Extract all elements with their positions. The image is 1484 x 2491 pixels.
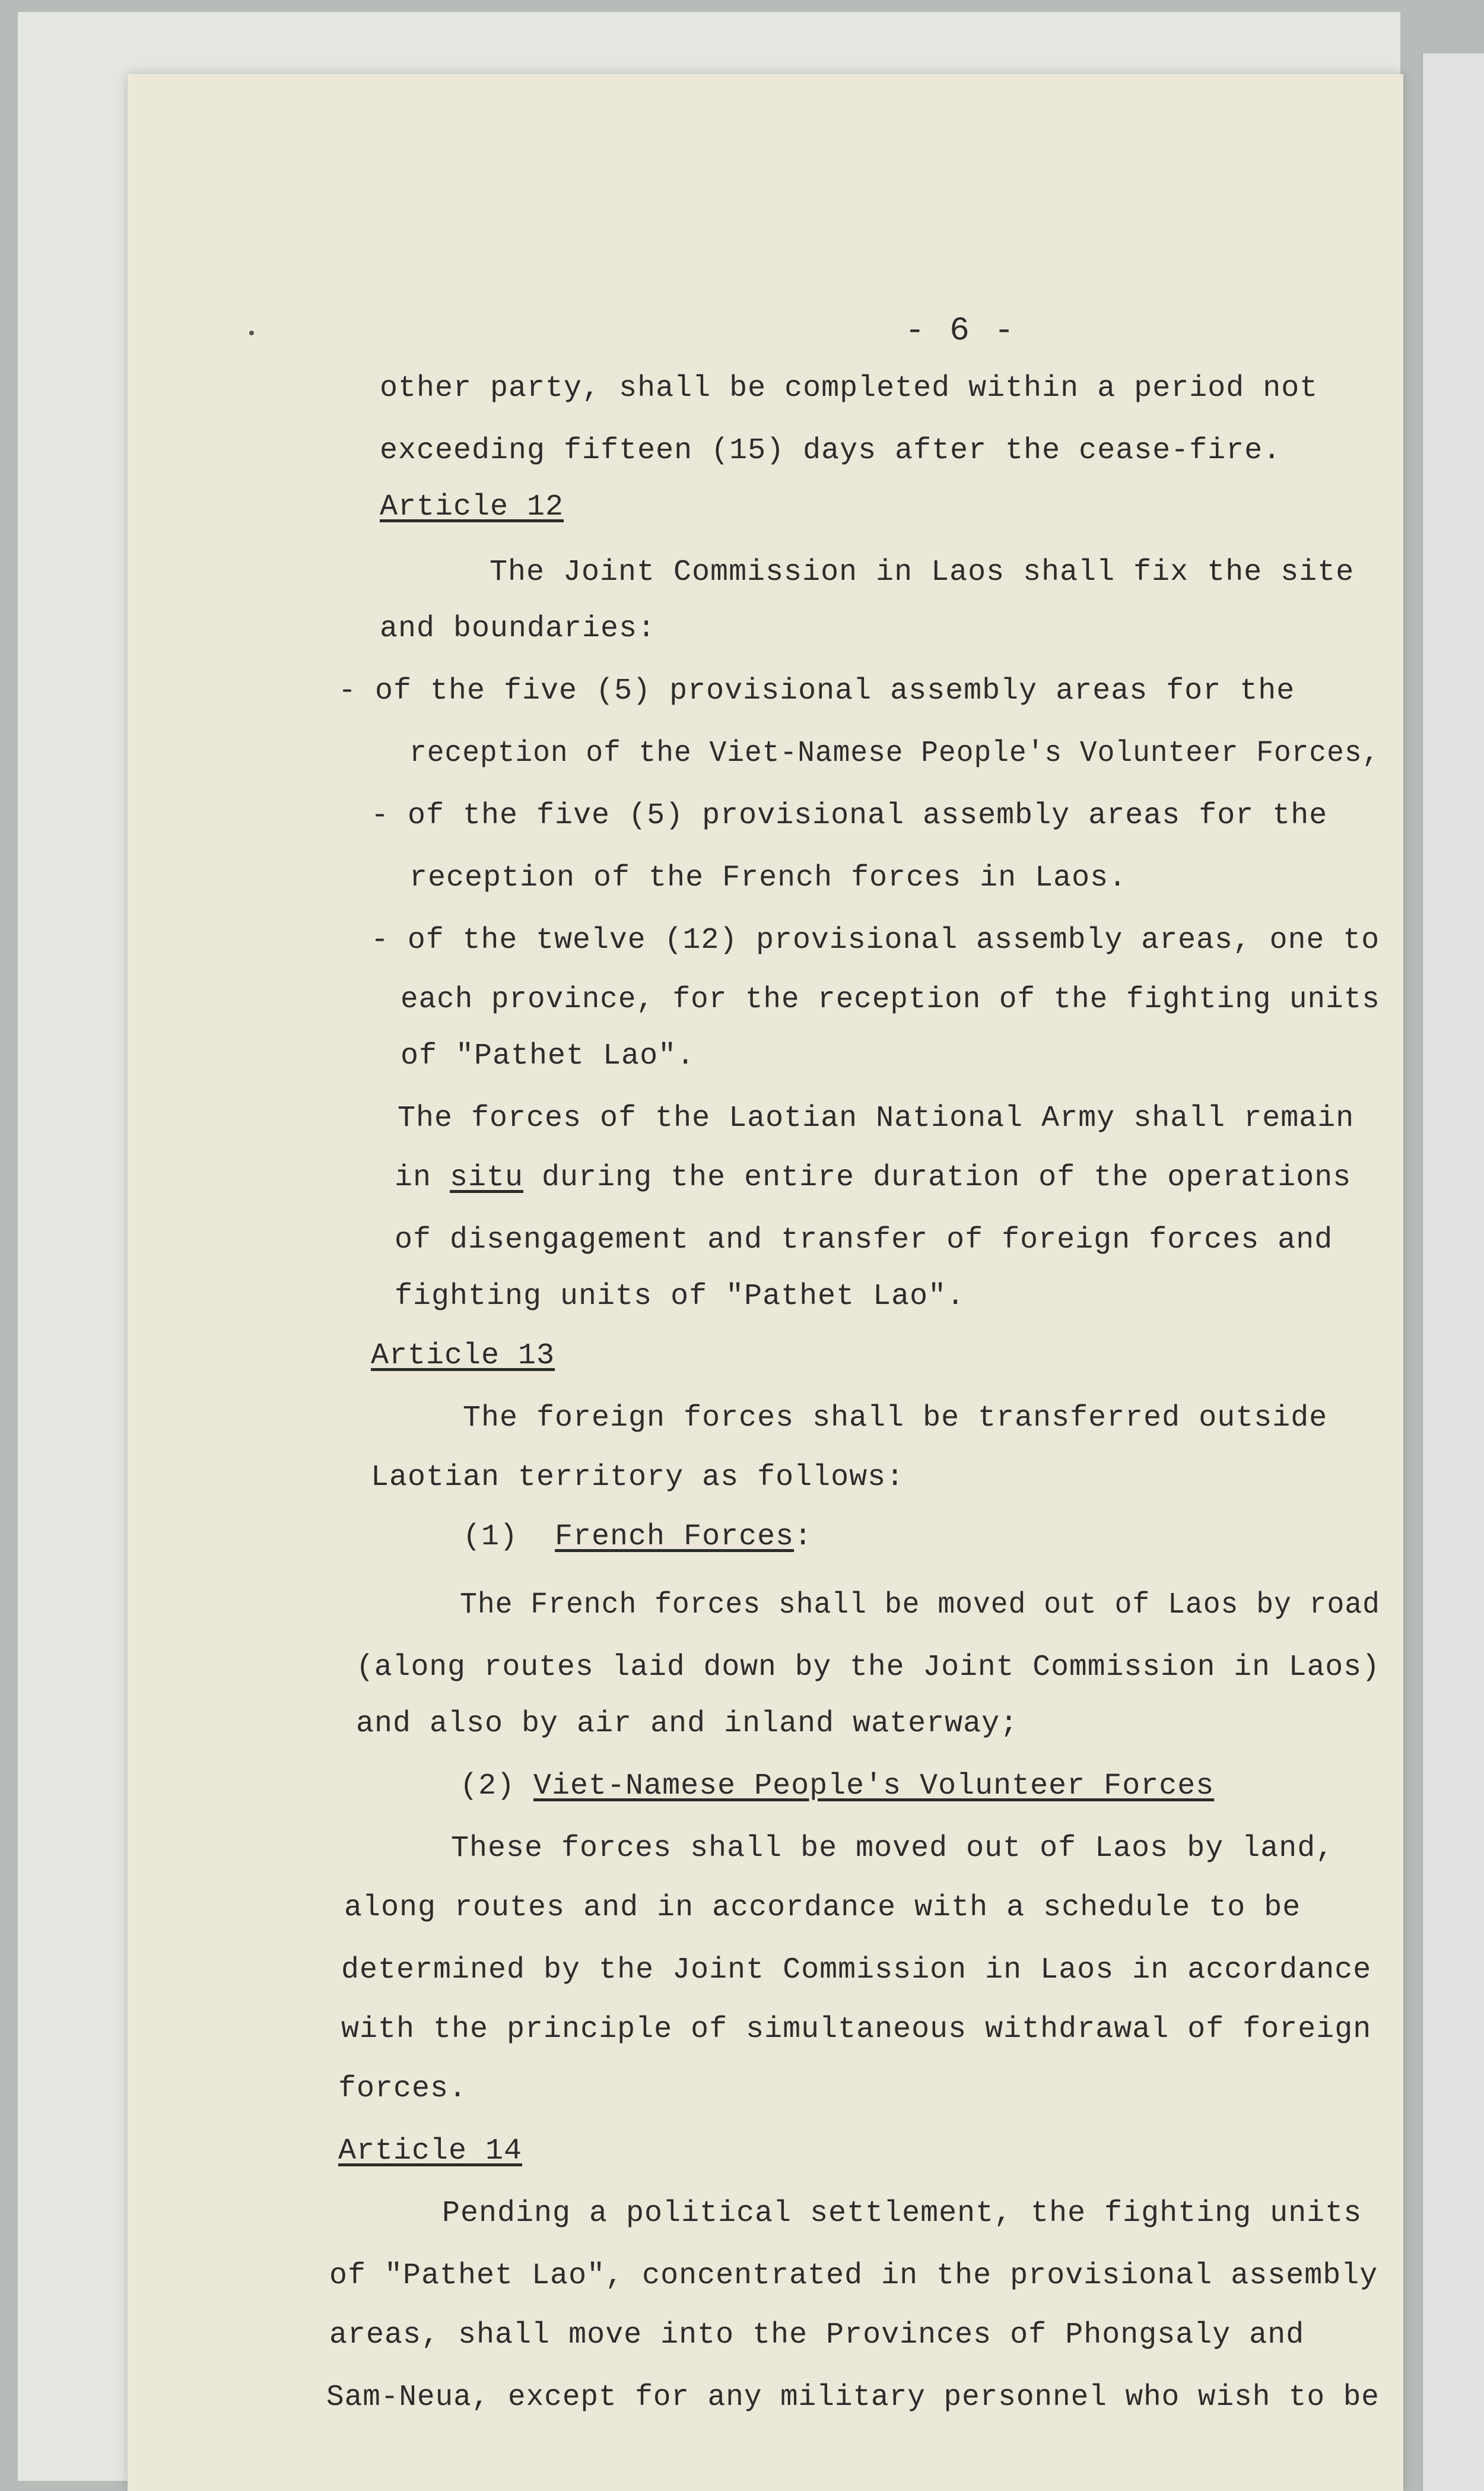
underlined-term: situ <box>450 1161 524 1195</box>
text-line: Sam-Neua, except for any military personnel who wish to be <box>326 2381 1380 2414</box>
text-line: The forces of the Laotian National Army shall remain <box>398 1102 1355 1135</box>
text-line: The foreign forces shall be transferred outside <box>463 1401 1328 1435</box>
text-line: determined by the Joint Commission in Laos in accordance <box>341 1953 1372 1987</box>
text-segment: during the entire duration of the operations <box>523 1161 1352 1195</box>
text-line: reception of the French forces in Laos. <box>409 861 1127 895</box>
text-segment: (2) <box>460 1769 534 1803</box>
text-segment: (1) <box>463 1520 555 1554</box>
text-segment: in <box>395 1161 450 1195</box>
underlined-term: Viet-Namese People's Volunteer Forces <box>533 1769 1215 1803</box>
text-segment: : <box>794 1520 813 1554</box>
text-line: Laotian territory as follows: <box>371 1461 905 1494</box>
text-line: of "Pathet Lao". <box>401 1039 695 1073</box>
text-line: - of the five (5) provisional assembly areas for the <box>338 674 1295 708</box>
underlined-term: French Forces <box>555 1520 795 1554</box>
article-heading: Article 12 <box>380 490 564 524</box>
text-line: fighting units of "Pathet Lao". <box>395 1280 965 1313</box>
text-line: - of the five (5) provisional assembly areas for the <box>371 799 1328 833</box>
text-line: of disengagement and transfer of foreign forces and <box>395 1223 1333 1257</box>
page-number: - 6 - <box>905 312 1017 350</box>
text-line: of "Pathet Lao", concentrated in the provisional assembly <box>329 2259 1378 2293</box>
text-line: - of the twelve (12) provisional assembly areas, one to <box>371 924 1380 957</box>
article-heading: Article 13 <box>371 1339 555 1373</box>
text-line: areas, shall move into the Provinces of Phongsaly and <box>329 2318 1305 2352</box>
text-line: each province, for the reception of the fighting units <box>401 983 1380 1017</box>
article-heading: Article 14 <box>338 2134 523 2168</box>
text-line: along routes and in accordance with a schedule to be <box>344 1891 1301 1925</box>
text-line: and also by air and inland waterway; <box>356 1707 1019 1741</box>
text-line: (along routes laid down by the Joint Commission in Laos) <box>356 1651 1380 1684</box>
text-line: with the principle of simultaneous withdrawal of foreign <box>341 2013 1372 2046</box>
document-page <box>128 74 1403 2491</box>
margin-mark <box>249 331 254 335</box>
text-line: reception of the Viet-Namese People's Volunteer Forces, <box>409 737 1380 770</box>
adjacent-page-edge <box>1421 53 1484 2491</box>
text-line: exceeding fifteen (15) days after the cease-fire. <box>380 434 1282 468</box>
text-line: The Joint Commission in Laos shall fix the site <box>490 556 1355 589</box>
text-line <box>463 1522 812 1552</box>
text-line <box>460 1769 1215 1803</box>
text-line: and boundaries: <box>380 612 656 646</box>
text-line: forces. <box>338 2072 468 2106</box>
text-line: The French forces shall be moved out of Laos by road <box>460 1588 1380 1622</box>
text-line <box>395 1163 1351 1193</box>
text-line: other party, shall be completed within a period not <box>380 372 1318 405</box>
text-line: Pending a political settlement, the fighting units <box>442 2197 1362 2230</box>
text-line: These forces shall be moved out of Laos by land, <box>451 1832 1334 1865</box>
